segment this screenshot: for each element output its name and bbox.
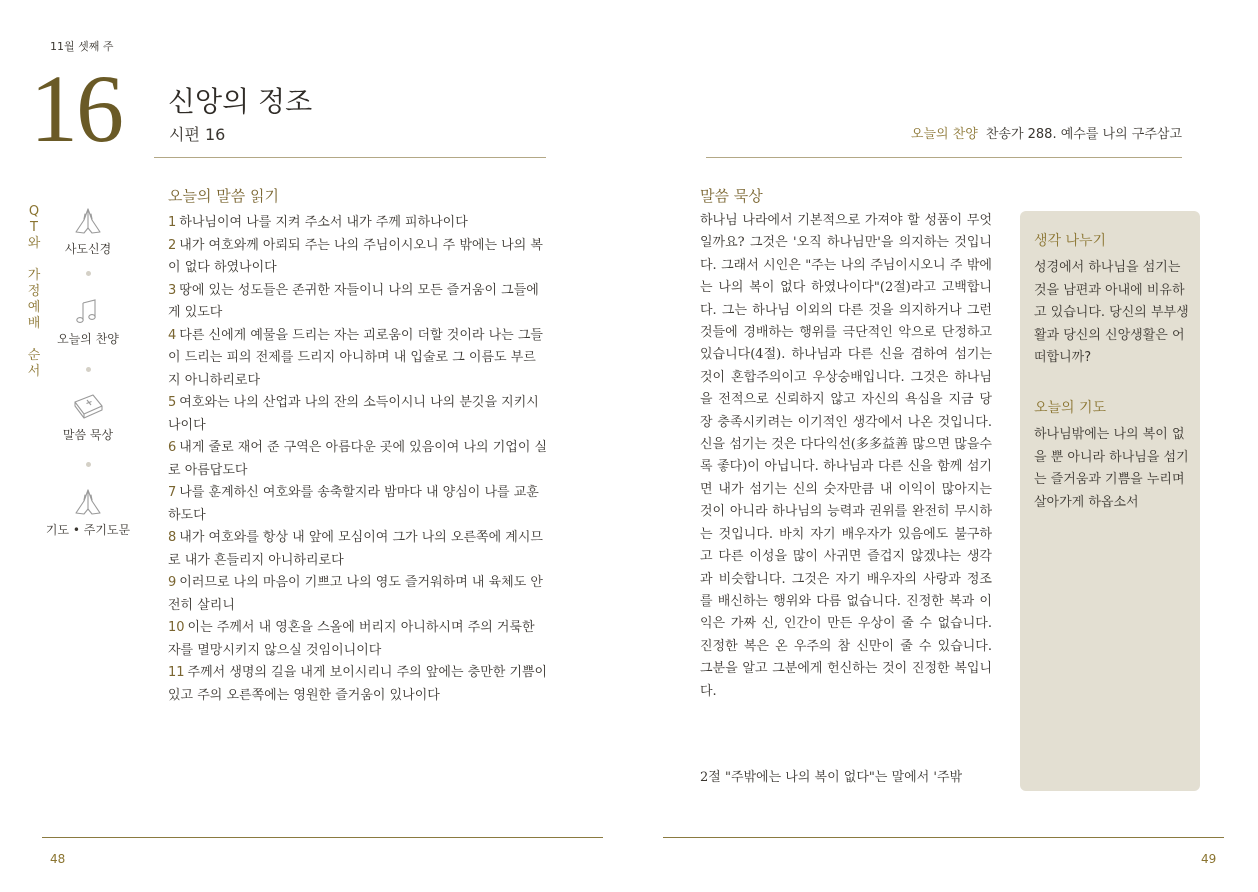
verse-list bbox=[168, 212, 548, 707]
footer-rule-right bbox=[663, 837, 1224, 838]
page-title: 신앙의 정조 bbox=[168, 85, 313, 118]
nav-word-meditation[interactable] bbox=[33, 392, 143, 443]
verse-text: 땅에 있는 성도들은 존귀한 자들이니 나의 모든 즐거움이 그들에게 있도다 bbox=[168, 282, 539, 320]
prayer-text: 하나님밖에는 나의 복이 없을 뿐 아니라 하나님을 섬기는 즐거움과 기쁨을 누리며 살아가게 하옵소서 bbox=[1034, 427, 1189, 510]
verse-text: 내가 여호와께 아뢰되 주는 나의 주님이시오니 주 밖에는 나의 복이 없다 하였나이다 bbox=[168, 237, 543, 275]
vertical-label-char: 서 bbox=[27, 364, 41, 379]
vertical-label-char: 순 bbox=[27, 348, 41, 363]
meditation-paragraph: 하나님 나라에서 기본적으로 가져야 할 성품이 무엇일까요? 그것은 '오직 하나님만'을 의지하는 것입니다. 그래서 시인은 "주는 나의 주님이시오니 주 밖에는 나의 복이 없다 하였나이다"(2절)라고 고백합니다. 그는 하나님 이외의 다른 것을 의지하거나 그런 것들에 경배하는 행위를 극단적인 악으로 단정하고 있습니다(4절). 하나님과 다른 신을 겸하여 섬기는 것이 혼합주의이고 우상숭배입니다. 그것은 하나님을 전적으로 신뢰하지 않고 자신의 욕심을 지금 당장 충족시키려는 이기적인 생각에서 나온 것입니다. 신을 섬기는 것은 다다익선(多多益善 많으면 많을수록 좋다)이 아닙니다. 하나님과 다른 신을 함께 섬기면 내가 섬기는 신의 숫자만큼 내 이익이 많아지는 것이 아니라 하나님의 능력과 권위를 완전히 무시하는 것입니다. 바치 자기 배우자가 있음에도 불구하고 다른 이성을 많이 사귀면 즐겁지 않겠냐는 생각과 비슷합니다. 그것은 자기 배우자의 사랑과 정조를 배신하는 행위와 다름 없습니다. 진정한 복과 이익은 가짜 신, 인간이 만든 우상이 줄 수 없습니다. 진정한 복은 온 우주의 참 신만이 줄 수 있습니다. 그분을 알고 그분에게 헌신하는 것이 진정한 복입니다. bbox=[700, 213, 992, 699]
nav-today-hymn[interactable] bbox=[33, 298, 143, 347]
verse-item bbox=[168, 572, 548, 617]
verse-text: 주께서 생명의 길을 내게 보이시리니 주의 앞에는 충만한 기쁨이 있고 주의 오른쪽에는 영원한 즐거움이 있나이다 bbox=[168, 665, 548, 703]
nav-separator-dot bbox=[86, 271, 91, 276]
scripture-reference: 시편 16 bbox=[169, 125, 226, 144]
verse-item bbox=[168, 235, 548, 280]
verse-item bbox=[168, 325, 548, 393]
verse-number: 8 bbox=[168, 530, 177, 545]
vertical-label-char: T bbox=[30, 220, 38, 235]
verse-text: 이러므로 나의 마음이 기쁘고 나의 영도 즐거워하며 내 육체도 안전히 살리니 bbox=[168, 575, 543, 613]
day-number: 16 bbox=[30, 55, 122, 162]
verse-item bbox=[168, 482, 548, 527]
hymn-bar bbox=[700, 123, 1182, 142]
verse-item bbox=[168, 527, 548, 572]
nav-prayer-lords-prayer[interactable] bbox=[33, 487, 143, 538]
sharing-heading: 생각 나누기 bbox=[1034, 233, 1107, 249]
hymn-title: 찬송가 288. 예수를 나의 구주삼고 bbox=[985, 127, 1182, 142]
nav-apostles-creed[interactable] bbox=[33, 206, 143, 257]
page-number-left: 48 bbox=[50, 852, 66, 866]
verse-number: 3 bbox=[168, 282, 177, 298]
vertical-label-char: 정 bbox=[27, 284, 41, 299]
verse-number: 1 bbox=[168, 215, 177, 230]
week-label: 11월 셋째 주 bbox=[50, 40, 114, 53]
reading-heading: 오늘의 말씀 읽기 bbox=[168, 187, 279, 205]
meditation-paragraph-continued: 2절 "주밖에는 나의 복이 없다"는 말에서 '주밖 bbox=[700, 770, 963, 785]
prayer-heading: 오늘의 기도 bbox=[1034, 400, 1107, 416]
verse-item bbox=[168, 212, 548, 235]
music-note-icon bbox=[72, 298, 104, 326]
vertical-label-char: Q bbox=[28, 204, 40, 219]
verse-number: 11 bbox=[168, 665, 185, 680]
page-number-right: 49 bbox=[1201, 852, 1217, 866]
vertical-label-char: 와 bbox=[27, 236, 41, 251]
verse-number: 6 bbox=[168, 440, 177, 455]
verse-item bbox=[168, 437, 548, 482]
vertical-label-char: 배 bbox=[27, 316, 41, 331]
nav-separator-dot bbox=[86, 367, 91, 372]
verse-number: 9 bbox=[168, 575, 177, 590]
verse-item bbox=[168, 662, 548, 707]
verse-number: 7 bbox=[168, 485, 177, 500]
verse-item bbox=[168, 280, 548, 325]
verse-text: 내가 여호와를 항상 내 앞에 모심이여 그가 나의 오른쪽에 계시므로 내가 흔들리지 아니하리로다 bbox=[168, 530, 543, 568]
nav-label: 기도 • 주기도문 bbox=[45, 523, 131, 537]
sharing-text: 성경에서 하나님을 섬기는 것을 남편과 아내에 비유하고 있습니다. 당신의 부부생활과 당신의 신앙생활은 어떠합니까? bbox=[1034, 260, 1189, 365]
nav-label: 사도신경 bbox=[64, 242, 112, 256]
praying-hands-icon bbox=[72, 487, 104, 517]
vertical-label-char: 가 bbox=[27, 268, 41, 283]
header-divider-left bbox=[154, 157, 546, 158]
verse-text: 하나님이여 나를 지켜 주소서 내가 주께 피하나이다 bbox=[179, 215, 468, 230]
verse-text: 나를 훈계하신 여호와를 송축할지라 밤마다 내 양심이 나를 교훈하도다 bbox=[168, 485, 539, 523]
verse-item bbox=[168, 617, 548, 662]
vertical-label-char: 예 bbox=[27, 300, 41, 315]
nav-label: 오늘의 찬양 bbox=[57, 332, 119, 346]
verse-text: 여호와는 나의 산업과 나의 잔의 소득이시니 나의 분깃을 지키시나이다 bbox=[168, 395, 539, 433]
verse-number: 4 bbox=[168, 327, 177, 343]
verse-number: 2 bbox=[168, 237, 177, 253]
footer-rule-left bbox=[42, 837, 603, 838]
hymn-label: 오늘의 찬양 bbox=[910, 127, 978, 142]
meditation-heading: 말씀 묵상 bbox=[700, 187, 763, 205]
verse-item bbox=[168, 392, 548, 437]
bible-icon bbox=[71, 392, 105, 422]
nav-separator-dot bbox=[86, 462, 91, 467]
header-divider-right bbox=[706, 157, 1182, 158]
nav-label: 말씀 묵상 bbox=[62, 428, 114, 442]
verse-number: 5 bbox=[168, 395, 177, 410]
verse-text: 이는 주께서 내 영혼을 스올에 버리지 아니하시며 주의 거룩한 자를 멸망시키지 않으실 것임이니이다 bbox=[168, 620, 535, 658]
praying-hands-icon bbox=[72, 206, 104, 236]
verse-text: 내게 줄로 재어 준 구역은 아름다운 곳에 있음이여 나의 기업이 실로 아름답도다 bbox=[168, 440, 548, 478]
verse-text: 다른 신에게 예물을 드리는 자는 괴로움이 더할 것이라 나는 그들이 드리는 피의 전제를 드리지 아니하며 내 입술로 그 이름도 부르지 아니하리로다 bbox=[168, 327, 543, 388]
verse-number: 10 bbox=[168, 620, 185, 635]
